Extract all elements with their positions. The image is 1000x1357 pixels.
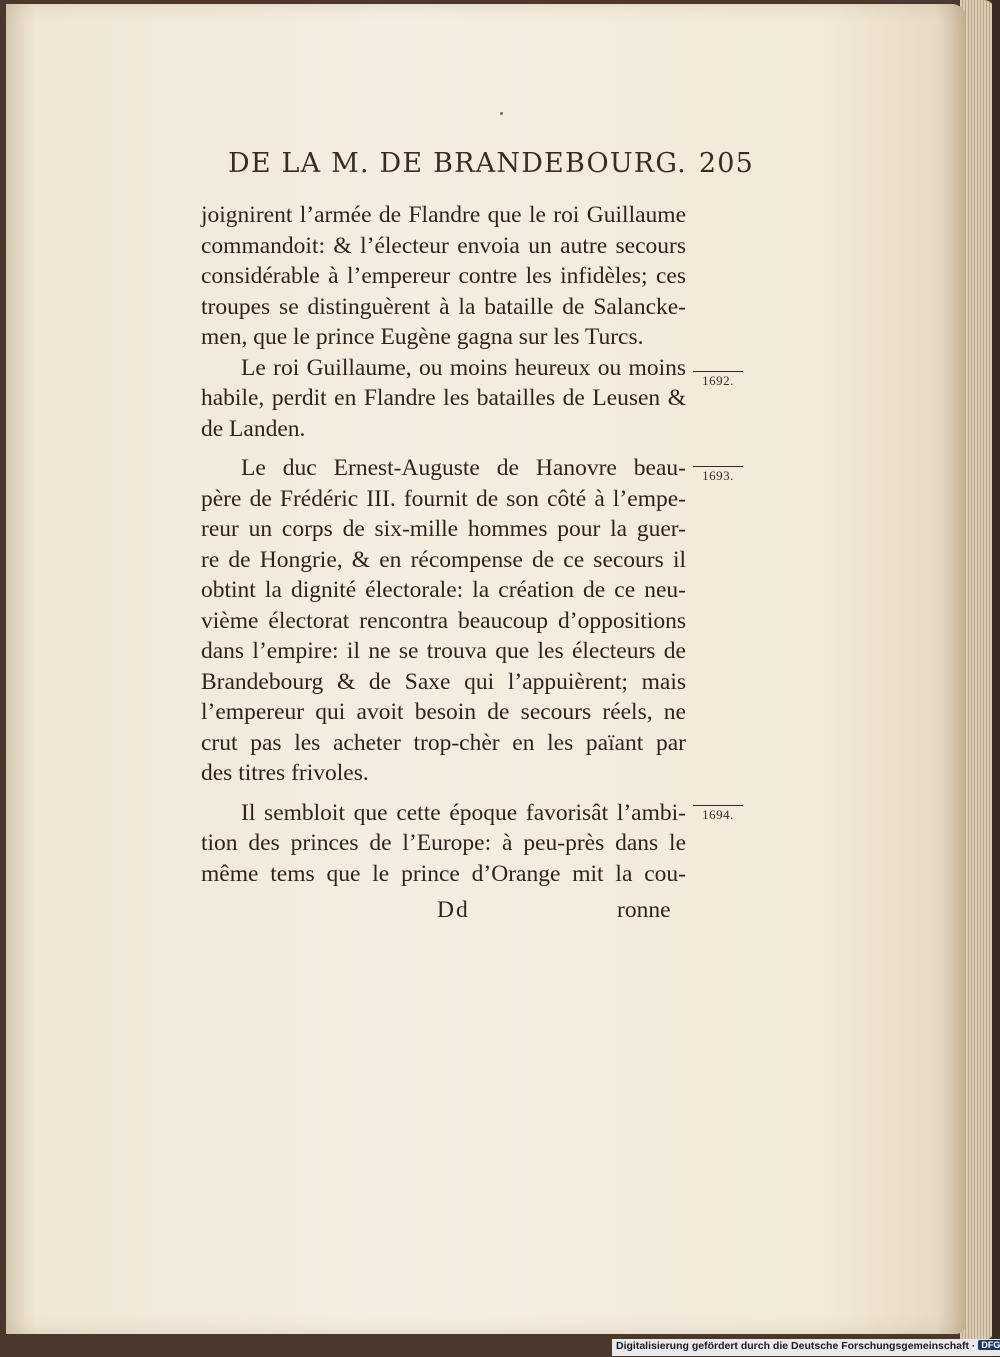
text-line: crut pas les acheter trop-chèr en les païant par (201, 729, 686, 756)
text-line: commandoit: & l’électeur envoia un autre secours (201, 232, 686, 259)
dfg-logo-icon: DFG (978, 1340, 1000, 1350)
margin-date-1694: 1694. (693, 805, 743, 823)
text-line: men, que le prince Eugène gagna sur les Turcs. (201, 324, 644, 350)
page-dot-mark (500, 112, 503, 115)
page-number: 205 (698, 148, 755, 179)
text-line: reur un corps de six-mille hommes pour la guer- (201, 516, 686, 542)
margin-date-1693: 1693. (693, 466, 743, 484)
text-line: père de Frédéric III. fournit de son côté à l’empe- (201, 485, 686, 512)
running-head (228, 148, 755, 179)
text-line: des titres frivoles. (201, 760, 369, 786)
text-line: troupes se distinguèrent à la bataille de Salancke- (201, 293, 686, 320)
text-line: Le duc Ernest-Auguste de Hanovre beau- (241, 455, 686, 481)
running-head-title: DE LA M. DE BRANDEBOURG. (228, 148, 687, 179)
text-line: Brandebourg & de Saxe qui l’appuièrent; mais (201, 668, 686, 695)
digitization-credit (612, 1339, 1000, 1356)
text-line: vième électorat rencontra beaucoup d’oppositions (201, 607, 686, 634)
text-line: considérable à l’empereur contre les infidèles; ces (201, 263, 686, 289)
book-edge-shadow (992, 0, 1000, 1357)
text-line: l’empereur qui avoit besoin de secours réels, ne (201, 699, 686, 725)
text-line: habile, perdit en Flandre les batailles de Leusen & (201, 385, 686, 411)
text-line: Le roi Guillaume, ou moins heureux ou moins (241, 354, 686, 381)
body-text (201, 200, 686, 889)
catchword: ronne (617, 897, 671, 923)
text-line: Il sembloit que cette époque favorisât l’ambi- (241, 799, 686, 826)
text-line: tion des princes de l’Europe: à peu-près dans le (201, 830, 686, 856)
credit-text: Digitalisierung gefördert durch die Deutsche Forschungsgemeinschaft · (616, 1340, 976, 1352)
text-line: obtint la dignité électorale: la création de ce neu- (201, 577, 686, 603)
margin-date-1692: 1692. (693, 371, 743, 389)
signature-mark: Dd (437, 897, 470, 923)
text-line: même tems que le prince d’Orange mit la cou- (201, 860, 686, 887)
text-line: re de Hongrie, & en récompense de ce secours il (201, 546, 686, 573)
text-line: joignirent l’armée de Flandre que le roi Guillaume (201, 202, 686, 228)
text-line: de Landen. (201, 415, 306, 442)
text-line: dans l’empire: il ne se trouva que les électeurs de (201, 638, 686, 664)
